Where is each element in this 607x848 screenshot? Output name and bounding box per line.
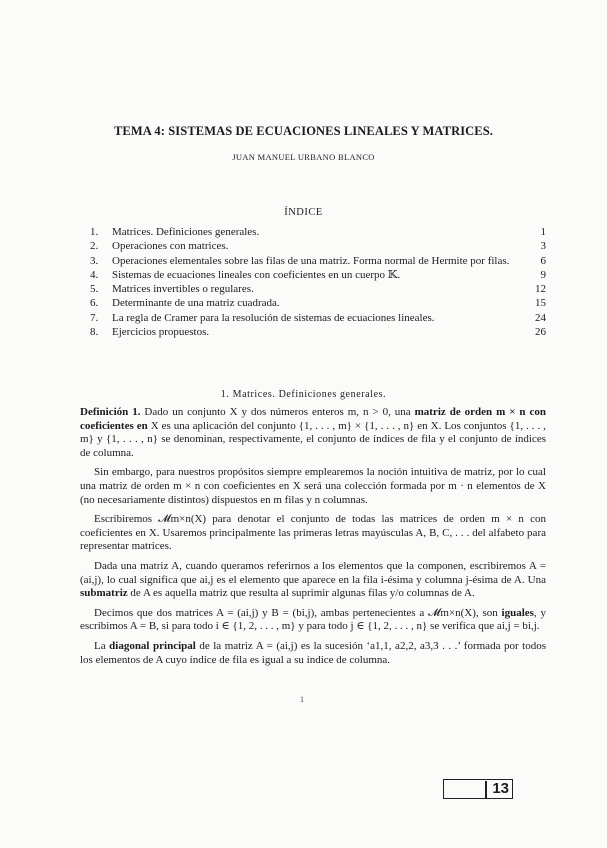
- toc-entry-number: 8.: [90, 326, 99, 339]
- toc-entry-text: Determinante de una matriz cuadrada.: [112, 297, 280, 310]
- term-diagonal-principal: diagonal principal: [109, 639, 196, 652]
- term-submatriz: submatriz: [80, 587, 128, 600]
- toc-entry-number: 4.: [90, 268, 99, 281]
- toc-entry-page: 3: [540, 240, 546, 253]
- definition-label: Definición 1.: [80, 406, 141, 418]
- box-rule: [443, 798, 513, 799]
- toc-entry-page: 12: [535, 283, 546, 296]
- toc-entry: [90, 283, 546, 296]
- paragraph: Sin embargo, para nuestros propósitos siempre emplearemos la noción intuitiva de matriz, por lo cual una matriz de orden m × n con coeficientes en X será una colección formada por m · n elementos de X (no necesariamente distintos) dispuestos en m filas y n columnas.: [80, 466, 546, 506]
- toc-entry-text: La regla de Cramer para la resolución de sistemas de ecuaciones lineales.: [112, 311, 435, 324]
- toc-entry-number: 3.: [90, 254, 99, 267]
- paragraph: [80, 607, 546, 634]
- definition-paragraph: [80, 406, 546, 460]
- toc-entry-page: 26: [535, 326, 546, 339]
- toc-entry: [90, 312, 546, 325]
- paragraph-text: La: [94, 639, 110, 652]
- toc-entry-page: 6: [540, 254, 546, 267]
- page-number: 13: [492, 780, 509, 797]
- toc-entry: [90, 226, 546, 239]
- toc-entry-number: 6.: [90, 297, 99, 310]
- toc-entry-number: 5.: [90, 283, 99, 296]
- section-heading: 1. Matrices. Definiciones generales.: [220, 389, 387, 400]
- toc-entry: [90, 255, 546, 268]
- section-body: [80, 406, 546, 673]
- definition-text: X es una aplicación del conjunto {1, . . . , m} × {1, . . . , n} en X. Los conjuntos {1, . . . , m} y {1, . . . , n} se denominan, respectivamente, el conjunto de índices de fila y el conjunto de índices de columna.: [80, 419, 546, 459]
- document-title: TEMA 4: SISTEMAS DE ECUACIONES LINEALES Y MATRICES.: [113, 124, 494, 138]
- document-author: JUAN MANUEL URBANO BLANCO: [232, 152, 375, 162]
- toc-entry-text: Operaciones elementales sobre las filas de una matriz. Forma normal de Hermite por filas.: [112, 254, 510, 267]
- toc-entry: [90, 326, 546, 339]
- toc-entry: [90, 269, 546, 282]
- paragraph-text: de la matriz A = (ai,j) es la sucesión ‘a1,1, a2,2, a3,3 . . .’ formada por todos los elementos de A cuyo índice de fila es igual a su índice de columna.: [80, 639, 546, 666]
- table-of-contents: [90, 226, 546, 340]
- toc-entry-page: 24: [535, 311, 546, 324]
- toc-entry-text: Ejercicios propuestos.: [112, 326, 210, 339]
- definition-term: matriz de orden m × n con coeficientes en: [80, 406, 546, 432]
- paragraph: [80, 560, 546, 601]
- toc-entry-text: Operaciones con matrices.: [112, 240, 229, 253]
- paragraph-text: de A es aquella matriz que resulta al suprimir algunas filas y/o columnas de A.: [127, 587, 475, 600]
- toc-heading: ÍNDICE: [284, 207, 323, 218]
- paragraph-text: Dada una matriz A, cuando queramos referirnos a los elementos que la componen, escribiremos A = (ai,j), lo cual significa que ai,j es el elemento que aparece en la fila i-ésima y columna j-ésima de A. Una: [80, 559, 546, 586]
- small-page-number: 1: [300, 695, 304, 704]
- toc-entry: [90, 240, 546, 253]
- toc-entry-page: 15: [535, 297, 546, 310]
- term-iguales: iguales: [501, 606, 534, 619]
- paragraph-text: Decimos que dos matrices A = (ai,j) y B = (bi,j), ambas pertenecientes a 𝓜m×n(X), son: [94, 606, 502, 619]
- paragraph: Escribiremos 𝓜m×n(X) para denotar el conjunto de todas las matrices de orden m × n con coeficientes en X. Usaremos principalmente las primeras letras mayúsculas A, B, C, . . . del alfabeto para representar matrices.: [80, 513, 546, 553]
- box-rule: [443, 779, 444, 799]
- paragraph-text: , y escribimos A = B, si para todo i ∈ {1, 2, . . . , m} y para todo j ∈ {1, 2, . . . , n} se verifica que ai,j = bi,j.: [80, 606, 547, 633]
- toc-entry-page: 9: [540, 268, 546, 281]
- paragraph: [80, 640, 546, 667]
- toc-entry-number: 1.: [90, 226, 99, 238]
- toc-entry-page: 1: [540, 226, 546, 238]
- toc-entry-text: Matrices invertibles o regulares.: [112, 283, 254, 296]
- toc-entry-number: 7.: [90, 311, 99, 324]
- page-number-box: [443, 779, 513, 799]
- box-rule: [512, 779, 513, 799]
- definition-text: Dado un conjunto X y dos números enteros m, n > 0, una: [140, 406, 415, 418]
- toc-entry-number: 2.: [90, 240, 99, 253]
- toc-entry-text: Sistemas de ecuaciones lineales con coeficientes en un cuerpo 𝕂.: [112, 268, 401, 281]
- toc-entry: [90, 297, 546, 310]
- box-divider: [485, 781, 487, 798]
- toc-entry-text: Matrices. Definiciones generales.: [112, 226, 260, 238]
